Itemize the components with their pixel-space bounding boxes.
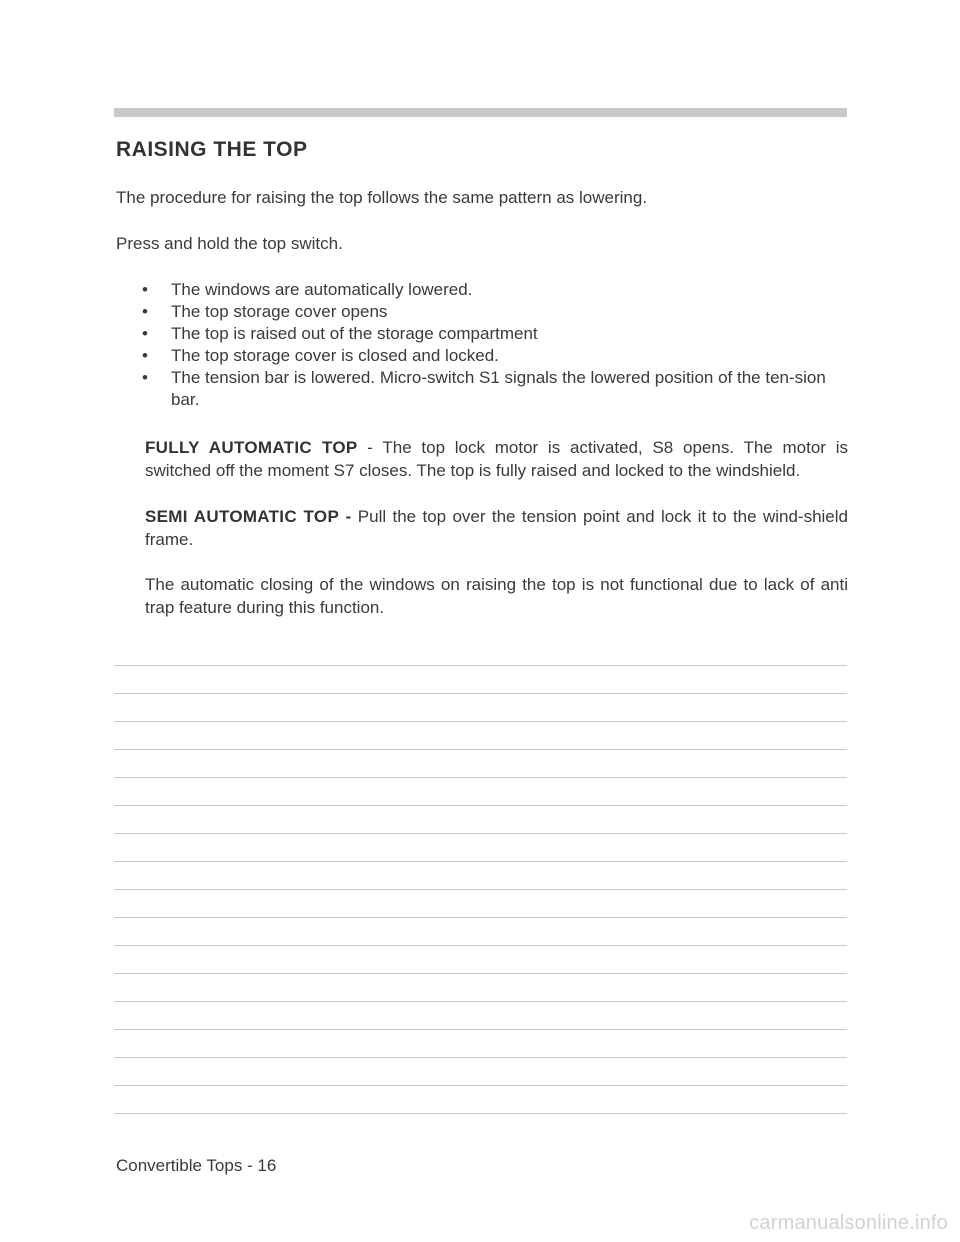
note-line xyxy=(114,1085,847,1086)
fully-automatic-paragraph xyxy=(145,436,848,482)
notes-lines xyxy=(114,665,847,1141)
semi-automatic-paragraph xyxy=(145,505,848,551)
note-line xyxy=(114,833,847,834)
note-line xyxy=(114,1029,847,1030)
list-item xyxy=(140,367,848,411)
fully-automatic-lead: FULLY AUTOMATIC TOP xyxy=(145,438,358,457)
note-line xyxy=(114,805,847,806)
semi-automatic-lead: SEMI AUTOMATIC TOP - xyxy=(145,507,352,526)
bullet-text: The top storage cover opens xyxy=(171,302,388,321)
note-line xyxy=(114,973,847,974)
section-heading: RAISING THE TOP xyxy=(116,138,308,161)
bullet-text: The top storage cover is closed and locked. xyxy=(171,346,499,365)
note-line xyxy=(114,777,847,778)
watermark: carmanualsonline.info xyxy=(749,1212,948,1234)
list-item xyxy=(140,345,848,367)
page-footer: Convertible Tops - 16 xyxy=(116,1156,277,1175)
note-line xyxy=(114,1113,847,1114)
bullet-text: The top is raised out of the storage compartment xyxy=(171,324,538,343)
bullet-icon: • xyxy=(142,280,148,299)
list-item xyxy=(140,301,848,323)
note-line xyxy=(114,889,847,890)
bullet-icon: • xyxy=(142,324,148,343)
fully-automatic-text: - The top lock motor is activated, S8 opens. The motor is switched off the moment S7 closes. The top is fully raised and locked to the windshield. xyxy=(145,438,848,480)
semi-automatic-text: Pull the top over the tension point and lock it to the wind-shield frame. xyxy=(145,507,848,549)
note-line xyxy=(114,1001,847,1002)
note-line xyxy=(114,861,847,862)
intro-paragraph: The procedure for raising the top follows the same pattern as lowering. xyxy=(116,188,648,207)
bullet-icon: • xyxy=(142,302,148,321)
note-paragraph: The automatic closing of the windows on raising the top is not functional due to lack of anti trap feature during this function. xyxy=(145,575,848,617)
note-line xyxy=(114,945,847,946)
list-item xyxy=(140,279,848,301)
bullet-text: The windows are automatically lowered. xyxy=(171,280,473,299)
header-rule xyxy=(114,108,847,117)
note-line xyxy=(114,917,847,918)
note-line xyxy=(114,721,847,722)
instruction-paragraph: Press and hold the top switch. xyxy=(116,234,343,253)
list-item xyxy=(140,323,848,345)
procedure-bullet-list xyxy=(140,279,848,411)
bullet-icon: • xyxy=(142,368,148,387)
note-line xyxy=(114,1057,847,1058)
note-line xyxy=(114,665,847,666)
note-line xyxy=(114,693,847,694)
bullet-icon: • xyxy=(142,346,148,365)
note-line xyxy=(114,749,847,750)
bullet-text: The tension bar is lowered. Micro-switch S1 signals the lowered position of the ten-sion bar. xyxy=(171,368,826,409)
